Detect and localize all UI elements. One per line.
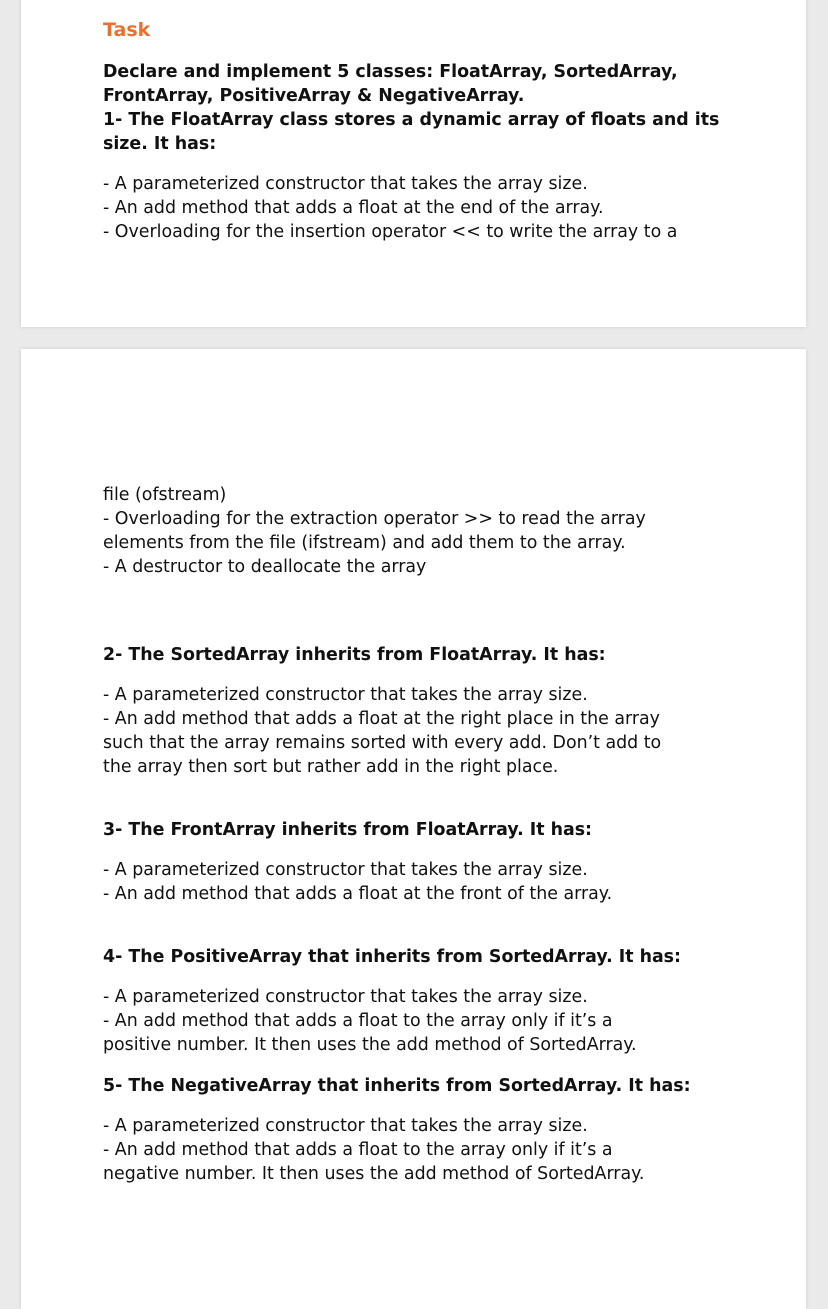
- section-negative-array: [103, 1074, 753, 1186]
- section-line: - A parameterized constructor that takes the array size.: [103, 685, 588, 705]
- section-line: - An add method that adds a float at the right place in the array: [103, 709, 660, 729]
- intro-line: 1- The FloatArray class stores a dynamic array of floats and its: [103, 110, 720, 130]
- section-line: - An add method that adds a float to the array only if it’s a: [103, 1140, 613, 1160]
- section-line: such that the array remains sorted with every add. Don’t add to: [103, 733, 662, 753]
- section-heading: 2- The SortedArray inherits from FloatArray. It has:: [103, 645, 606, 665]
- section-line: - A parameterized constructor that takes the array size.: [103, 987, 588, 1007]
- section-heading: 4- The PositiveArray that inherits from SortedArray. It has:: [103, 947, 681, 967]
- section-sorted-array: [103, 643, 753, 779]
- section-front-array: [103, 818, 753, 906]
- document-page-2: [21, 349, 806, 1309]
- page2-body: [103, 483, 753, 1186]
- section-line: negative number. It then uses the add method of SortedArray.: [103, 1164, 645, 1184]
- intro-line: Declare and implement 5 classes: FloatArray, SortedArray,: [103, 62, 678, 82]
- section-line: - An add method that adds a float at the front of the array.: [103, 884, 613, 904]
- document-page-1: [21, 0, 806, 327]
- section-line: the array then sort but rather add in the right place.: [103, 757, 559, 777]
- intro-line: size. It has:: [103, 134, 217, 154]
- continued-line: - A destructor to deallocate the array: [103, 557, 427, 577]
- intro-line: FrontArray, PositiveArray & NegativeArray.: [103, 86, 525, 106]
- continued-line: - Overloading for the extraction operator >> to read the array: [103, 509, 646, 529]
- section-heading: 3- The FrontArray inherits from FloatArray. It has:: [103, 820, 592, 840]
- bullet-line: - Overloading for the insertion operator << to write the array to a: [103, 222, 678, 242]
- section-line: - An add method that adds a float to the array only if it’s a: [103, 1011, 613, 1031]
- section-positive-array: [103, 945, 753, 1057]
- section-heading: 5- The NegativeArray that inherits from SortedArray. It has:: [103, 1076, 691, 1096]
- section-line: - A parameterized constructor that takes the array size.: [103, 1116, 588, 1136]
- continued-line: elements from the file (ifstream) and add them to the array.: [103, 533, 626, 553]
- bullet-line: - A parameterized constructor that takes the array size.: [103, 174, 588, 194]
- section-line: positive number. It then uses the add method of SortedArray.: [103, 1035, 637, 1055]
- bullet-line: - An add method that adds a float at the end of the array.: [103, 198, 604, 218]
- continued-line: file (ofstream): [103, 485, 227, 505]
- page1-body: [103, 60, 753, 244]
- section-line: - A parameterized constructor that takes the array size.: [103, 860, 588, 880]
- task-heading: Task: [103, 19, 151, 41]
